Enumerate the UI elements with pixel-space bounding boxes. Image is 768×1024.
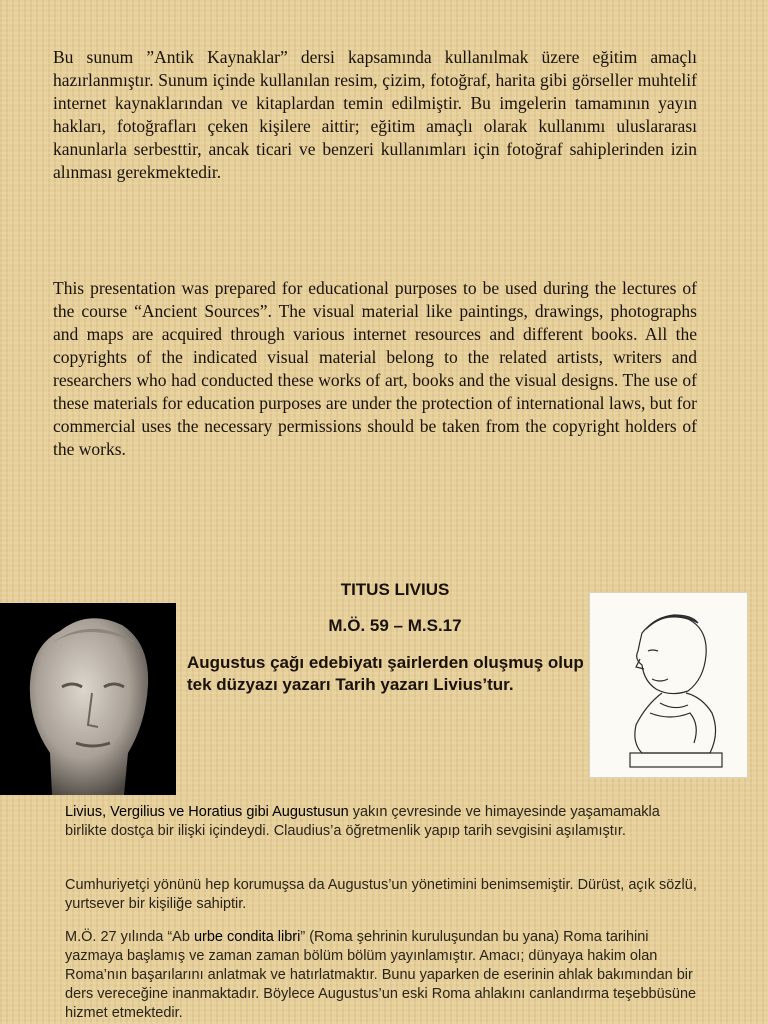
paragraph-work-rest: ” (Roma şehrinin kuruluşundan bu yana) Roma tarihini yazmaya başlamış ve zaman zaman bölüm bölüm yayınlamıştır. Amacı; dünyaya hakim olan Roma’nın başarılarını anlatmak ve hatırlatmaktır. Bunu yaparken de eserinin ahlak bakımından bir ders vereceğine inanmaktadır. Böylece Augustus’un eski Roma ahlakını canlandırma teşebbüsüne hizmet etmektedir. xyxy=(65,929,697,1021)
paragraph-work-pre: M.Ö. 27 yılında “Ab xyxy=(65,929,194,945)
slide-dates: M.Ö. 59 – M.S.17 xyxy=(328,616,462,635)
paragraph-relations-rest: yakın çevresinde ve himayesinde yaşamamakla birlikte dostça bir ilişki içindeydi. Claudius’a öğretmenlik yapıp tarih sevgisini aşılamıştır. xyxy=(65,804,660,839)
paragraph-relations xyxy=(65,803,705,841)
paragraph-work-title: urbe condita libri xyxy=(193,929,301,945)
slide-lead-text: Augustus çağı edebiyatı şairlerden oluşmuş olup tek düzyazı yazarı Tarih yazarı Livius’tur. xyxy=(187,653,584,694)
paragraph-relations-bold: Livius, Vergilius ve Horatius gibi Augustusun xyxy=(65,804,349,820)
turkish-copyright-notice: Bu sunum ”Antik Kaynaklar” dersi kapsamında kullanılmak üzere eğitim amaçlı hazırlanmıştır. Sunum içinde kullanılan resim, çizim, fotoğraf, harita gibi görseller muhtelif internet kaynaklarından ve kitaplardan temin edilmiştir. Bu imgelerin tamamının yayın hakları, fotoğrafları çeken kişilere aittir; eğitim amaçlı olarak kullanımı uluslararası kanunlarla serbesttir, ancak ticari ve benzeri kullanımları için fotoğraf sahiplerinden izin alınması gerekmektedir. xyxy=(53,47,697,182)
paragraph-work xyxy=(65,928,705,1023)
livius-engraving-portrait xyxy=(589,592,748,778)
paragraph-character: Cumhuriyetçi yönünü hep korumuşsa da Augustus’un yönetimini benimsemiştir. Dürüst, açık sözlü, yurtsever bir kişiliğe sahiptir. xyxy=(65,877,697,912)
english-copyright-notice: This presentation was prepared for educational purposes to be used during the lectures of the course “Ancient Sources”. The visual material like paintings, drawings, photographs and maps are acquired through various internet resources and different books. All the copyrights of the indicated visual material belong to the related artists, writers and researchers who had conducted these works of art, books and the visual designs. The use of these materials for education purposes are under the protection of international laws, but for commercial uses the necessary permissions should be taken from the copyright holders of the works. xyxy=(53,278,697,459)
livius-bust-photo xyxy=(0,603,176,795)
slide-title: TITUS LIVIUS xyxy=(340,580,450,599)
